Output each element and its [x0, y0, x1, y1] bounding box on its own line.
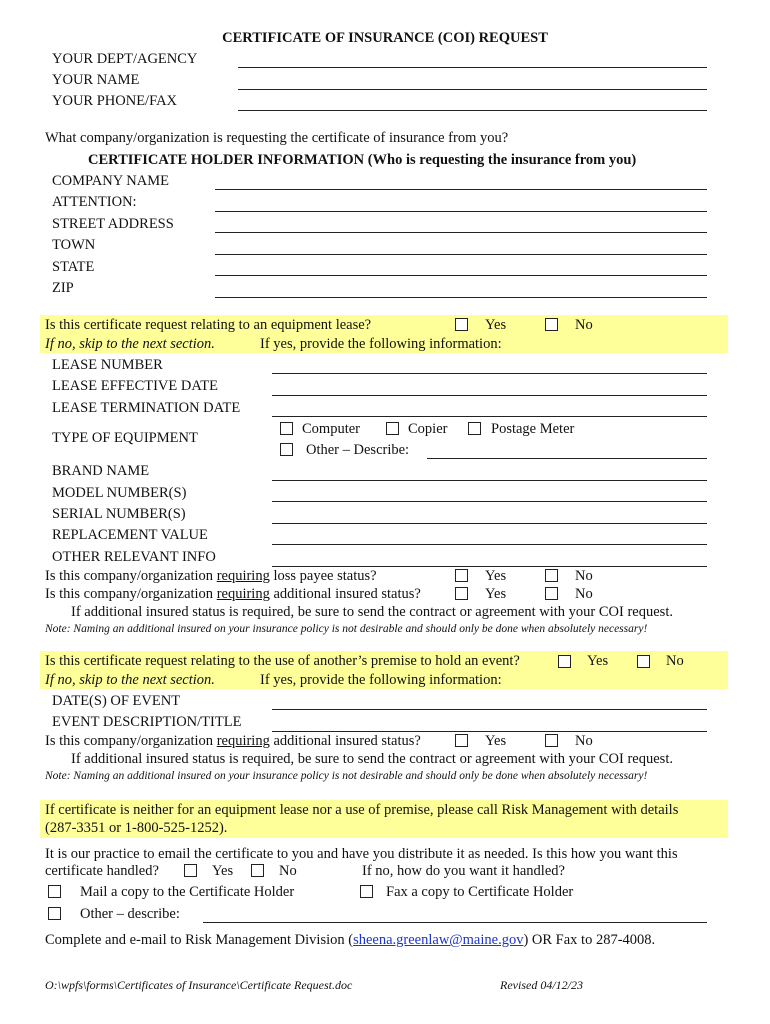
loss-payee-yes-label: Yes	[485, 568, 507, 584]
model-label: MODEL NUMBER(S)	[52, 485, 187, 501]
loss-payee-yes-checkbox[interactable]	[455, 569, 468, 582]
premise-additional-instruction: If additional insured status is required, be sure to send the contract or agreement with your COI request.	[71, 751, 673, 767]
lease-additional-no-label: No	[575, 586, 593, 602]
loss-payee-no-checkbox[interactable]	[545, 569, 558, 582]
dept-field[interactable]	[238, 67, 707, 68]
state-label: STATE	[52, 259, 95, 275]
other-info-label: OTHER RELEVANT INFO	[52, 549, 216, 565]
fax-copy-checkbox[interactable]	[360, 885, 373, 898]
handling-no-checkbox[interactable]	[251, 864, 264, 877]
name-field[interactable]	[238, 89, 707, 90]
lease-additional-yes-checkbox[interactable]	[455, 587, 468, 600]
event-dates-field[interactable]	[272, 709, 707, 710]
copier-label: Copier	[408, 421, 448, 437]
fax-copy-label: Fax a copy to Certificate Holder	[386, 884, 574, 900]
lease-no-checkbox[interactable]	[545, 318, 558, 331]
brand-label: BRAND NAME	[52, 463, 150, 479]
lease-additional-yes-label: Yes	[485, 586, 507, 602]
lease-termination-field[interactable]	[272, 416, 707, 417]
equipment-type-label: TYPE OF EQUIPMENT	[52, 430, 198, 446]
computer-label: Computer	[302, 421, 360, 437]
premise-no-label: No	[666, 653, 684, 669]
replacement-field[interactable]	[272, 544, 707, 545]
dept-label: YOUR DEPT/AGENCY	[52, 51, 198, 67]
lease-number-label: LEASE NUMBER	[52, 357, 163, 373]
premise-additional-yes-label: Yes	[485, 733, 507, 749]
premise-additional-no-checkbox[interactable]	[545, 734, 558, 747]
computer-checkbox[interactable]	[280, 422, 293, 435]
premise-additional-yes-checkbox[interactable]	[455, 734, 468, 747]
other-handling-label: Other – describe:	[80, 906, 180, 922]
lease-additional-instruction: If additional insured status is required, be sure to send the contract or agreement with your COI request.	[71, 604, 673, 620]
postage-meter-label: Postage Meter	[491, 421, 575, 437]
other-equipment-field[interactable]	[427, 458, 707, 459]
handling-no-label: No	[279, 863, 297, 879]
lease-question: Is this certificate request relating to an equipment lease?	[45, 317, 372, 333]
lease-yes-checkbox[interactable]	[455, 318, 468, 331]
mail-copy-checkbox[interactable]	[48, 885, 61, 898]
attention-field[interactable]	[215, 211, 707, 212]
lease-if-yes: If yes, provide the following information:	[260, 336, 502, 352]
postage-meter-checkbox[interactable]	[468, 422, 481, 435]
lease-additional-insured-question: Is this company/organization requiring additional insured status?	[45, 586, 421, 602]
lease-additional-no-checkbox[interactable]	[545, 587, 558, 600]
lease-no-label: No	[575, 317, 593, 333]
model-field[interactable]	[272, 501, 707, 502]
neither-line1: If certificate is neither for an equipment lease nor a use of premise, please call Risk Management with details	[45, 802, 679, 818]
lease-number-field[interactable]	[272, 373, 707, 374]
handling-line1: It is our practice to email the certificate to you and have you distribute it as needed. Is this how you want this	[45, 846, 678, 862]
loss-payee-question: Is this company/organization requiring loss payee status?	[45, 568, 377, 584]
lease-termination-label: LEASE TERMINATION DATE	[52, 400, 241, 416]
other-handling-field[interactable]	[203, 922, 707, 923]
town-label: TOWN	[52, 237, 96, 253]
phone-field[interactable]	[238, 110, 707, 111]
lease-skip: If no, skip to the next section.	[45, 336, 215, 352]
street-label: STREET ADDRESS	[52, 216, 174, 232]
premise-yes-checkbox[interactable]	[558, 655, 571, 668]
form-title: CERTIFICATE OF INSURANCE (COI) REQUEST	[222, 30, 548, 46]
loss-payee-no-label: No	[575, 568, 593, 584]
other-equipment-label: Other – Describe:	[306, 442, 410, 458]
file-path: O:\wpfs\forms\Certificates of Insurance\Certificate Request.doc	[45, 978, 353, 992]
neither-line2: (287-3351 or 1-800-525-1252).	[45, 820, 228, 836]
brand-field[interactable]	[272, 480, 707, 481]
premise-note: Note: Naming an additional insured on your insurance policy is not desirable and should only be done when absolutely necessary!	[45, 770, 648, 782]
state-field[interactable]	[215, 275, 707, 276]
handling-yes-label: Yes	[212, 863, 234, 879]
replacement-label: REPLACEMENT VALUE	[52, 527, 208, 543]
submit-instruction: Complete and e-mail to Risk Management Division (sheena.greenlaw@maine.gov) OR Fax to 287-4008.	[45, 932, 656, 948]
premise-question: Is this certificate request relating to the use of another’s premise to hold an event?	[45, 653, 520, 669]
other-info-field[interactable]	[272, 566, 707, 567]
town-field[interactable]	[215, 254, 707, 255]
lease-effective-label: LEASE EFFECTIVE DATE	[52, 378, 218, 394]
handling-yes-checkbox[interactable]	[184, 864, 197, 877]
holder-heading: CERTIFICATE HOLDER INFORMATION (Who is requesting the insurance from you)	[88, 152, 637, 168]
other-handling-checkbox[interactable]	[48, 907, 61, 920]
premise-no-checkbox[interactable]	[637, 655, 650, 668]
copier-checkbox[interactable]	[386, 422, 399, 435]
zip-label: ZIP	[52, 280, 74, 296]
handling-if-no: If no, how do you want it handled?	[362, 863, 565, 879]
mail-copy-label: Mail a copy to the Certificate Holder	[80, 884, 295, 900]
company-name-field[interactable]	[215, 189, 707, 190]
serial-field[interactable]	[272, 523, 707, 524]
phone-label: YOUR PHONE/FAX	[52, 93, 178, 109]
lease-yes-label: Yes	[485, 317, 507, 333]
handling-line2: certificate handled?	[45, 863, 159, 879]
premise-skip: If no, skip to the next section.	[45, 672, 215, 688]
street-field[interactable]	[215, 232, 707, 233]
attention-label: ATTENTION:	[52, 194, 137, 210]
premise-additional-insured-question: Is this company/organization requiring additional insured status?	[45, 733, 421, 749]
company-name-label: COMPANY NAME	[52, 173, 169, 189]
event-description-field[interactable]	[272, 731, 707, 732]
premise-yes-label: Yes	[587, 653, 609, 669]
company-question: What company/organization is requesting the certificate of insurance from you?	[45, 130, 509, 146]
serial-label: SERIAL NUMBER(S)	[52, 506, 186, 522]
lease-note: Note: Naming an additional insured on your insurance policy is not desirable and should only be done when absolutely necessary!	[45, 623, 648, 635]
premise-if-yes: If yes, provide the following information:	[260, 672, 502, 688]
premise-additional-no-label: No	[575, 733, 593, 749]
name-label: YOUR NAME	[52, 72, 140, 88]
email-link[interactable]: sheena.greenlaw@maine.gov	[353, 932, 524, 948]
lease-effective-field[interactable]	[272, 395, 707, 396]
event-dates-label: DATE(S) OF EVENT	[52, 693, 181, 709]
zip-field[interactable]	[215, 297, 707, 298]
other-equipment-checkbox[interactable]	[280, 443, 293, 456]
revised-date: Revised 04/12/23	[500, 978, 583, 992]
event-description-label: EVENT DESCRIPTION/TITLE	[52, 714, 242, 730]
